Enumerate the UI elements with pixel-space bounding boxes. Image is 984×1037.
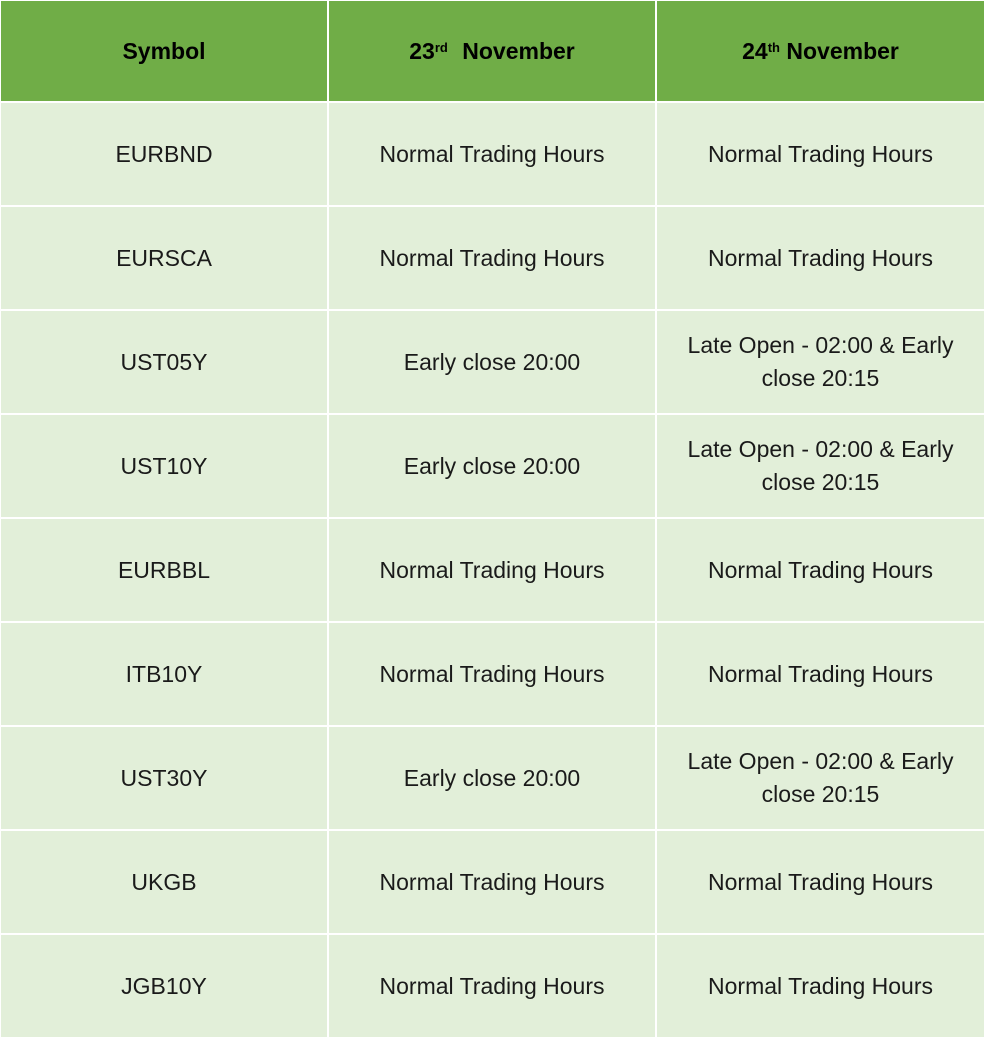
row-4-symbol: UST10Y bbox=[1, 415, 327, 517]
row-6-nov23: Normal Trading Hours bbox=[329, 623, 655, 725]
header-24-day: 24 bbox=[742, 37, 768, 64]
header-24-month: November bbox=[786, 37, 899, 64]
header-23-day: 23 bbox=[409, 37, 435, 64]
row-3-symbol: UST05Y bbox=[1, 311, 327, 413]
row-8-symbol: UKGB bbox=[1, 831, 327, 933]
row-3-nov24: Late Open - 02:00 & Early close 20:15 bbox=[657, 311, 984, 413]
row-9-nov23: Normal Trading Hours bbox=[329, 935, 655, 1037]
row-9-nov24: Normal Trading Hours bbox=[657, 935, 984, 1037]
row-4-nov23: Early close 20:00 bbox=[329, 415, 655, 517]
row-6-symbol: ITB10Y bbox=[1, 623, 327, 725]
row-7-nov24: Late Open - 02:00 & Early close 20:15 bbox=[657, 727, 984, 829]
header-24-november: 24 $^{th}$ November bbox=[657, 1, 984, 101]
header-symbol-label: Symbol bbox=[122, 37, 206, 64]
row-2-nov24: Normal Trading Hours bbox=[657, 207, 984, 309]
row-6-nov24: Normal Trading Hours bbox=[657, 623, 984, 725]
row-8-nov23: Normal Trading Hours bbox=[329, 831, 655, 933]
header-23-month: November bbox=[462, 37, 575, 64]
header-symbol bbox=[1, 1, 327, 101]
row-3-nov23: Early close 20:00 bbox=[329, 311, 655, 413]
row-9-symbol: JGB10Y bbox=[1, 935, 327, 1037]
row-7-nov23: Early close 20:00 bbox=[329, 727, 655, 829]
row-2-symbol: EURSCA bbox=[1, 207, 327, 309]
trading-hours-table bbox=[1, 1, 980, 1037]
row-4-nov24: Late Open - 02:00 & Early close 20:15 bbox=[657, 415, 984, 517]
row-1-nov23: Normal Trading Hours bbox=[329, 103, 655, 205]
row-8-nov24: Normal Trading Hours bbox=[657, 831, 984, 933]
row-5-nov24: Normal Trading Hours bbox=[657, 519, 984, 621]
row-2-nov23: Normal Trading Hours bbox=[329, 207, 655, 309]
row-5-nov23: Normal Trading Hours bbox=[329, 519, 655, 621]
header-23-november: 23 $^{rd}$ November bbox=[329, 1, 655, 101]
row-1-nov24: Normal Trading Hours bbox=[657, 103, 984, 205]
row-1-symbol: EURBND bbox=[1, 103, 327, 205]
row-7-symbol: UST30Y bbox=[1, 727, 327, 829]
row-5-symbol: EURBBL bbox=[1, 519, 327, 621]
